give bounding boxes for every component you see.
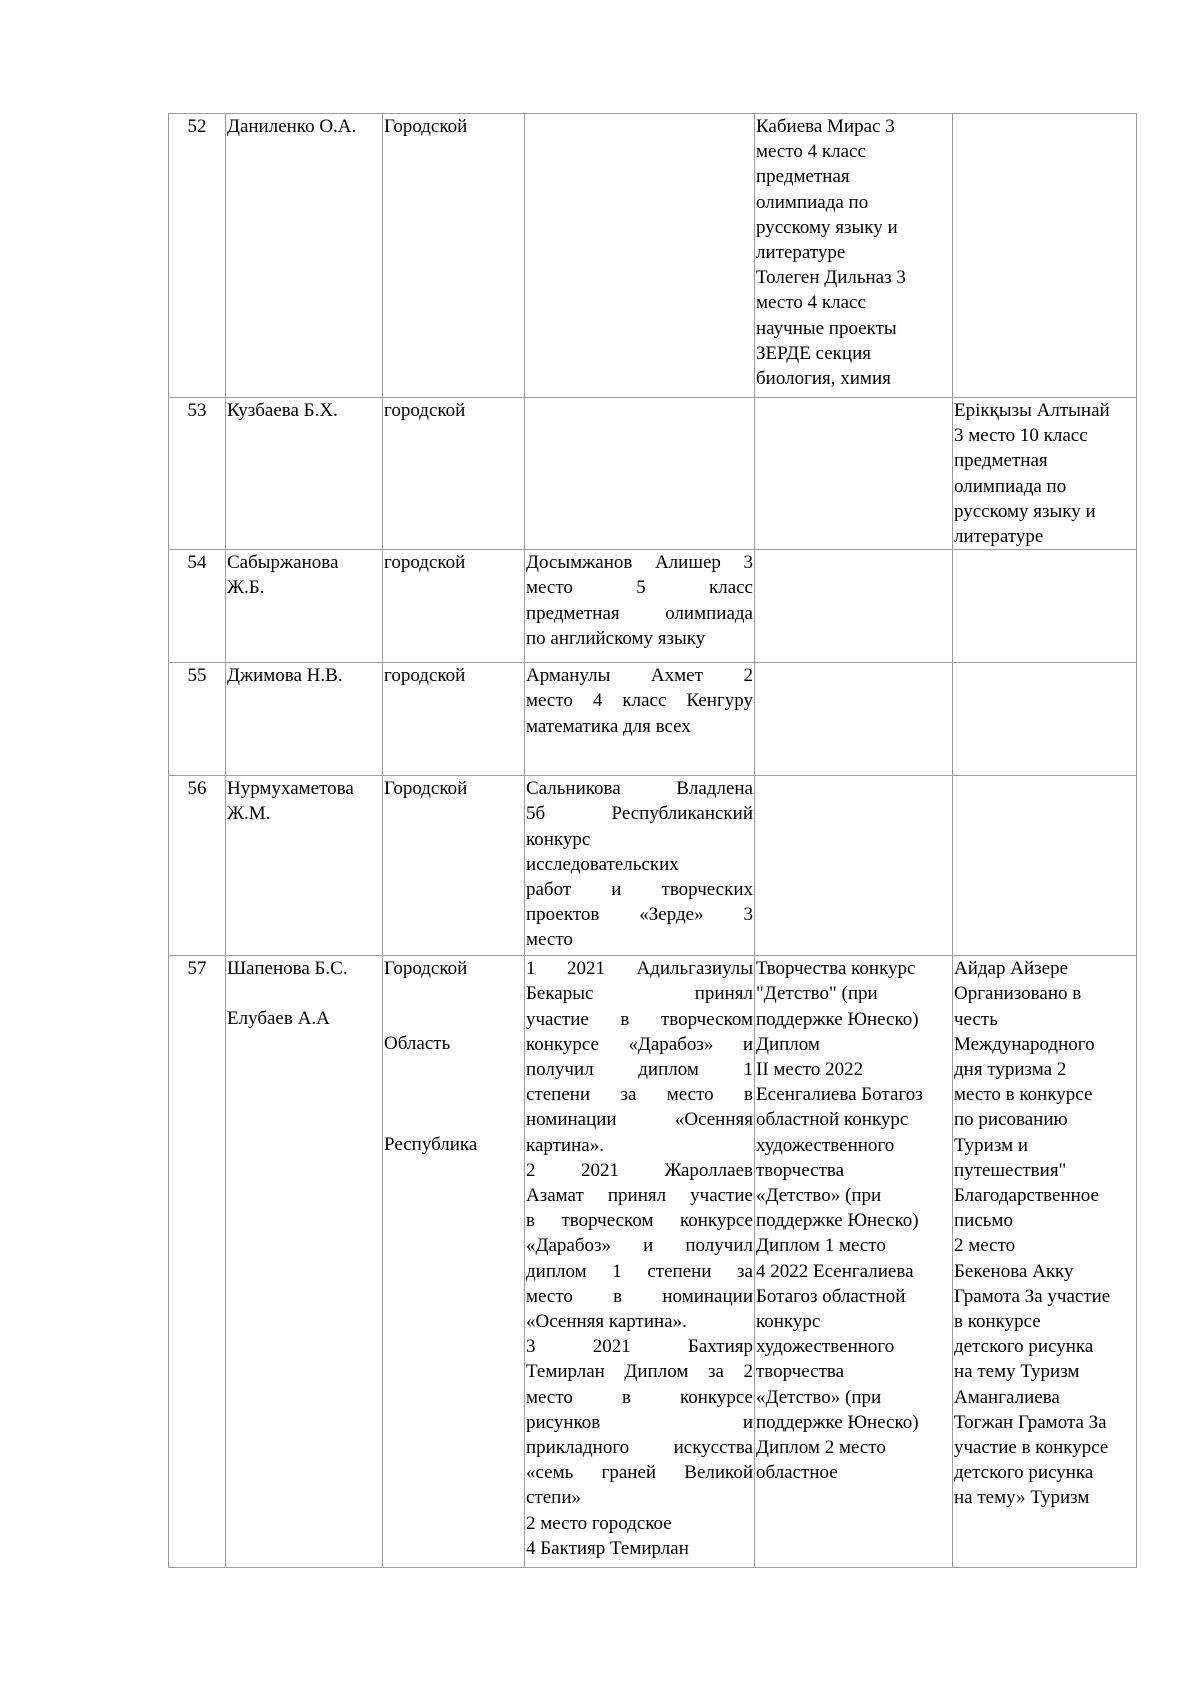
- cell-text-line: по рисованию: [954, 1109, 1068, 1131]
- cell-text-line: Организовано в: [954, 983, 1082, 1005]
- level-cell: [383, 776, 525, 956]
- cell-text-line: участие в творческом: [526, 1008, 753, 1030]
- row-number: 57: [187, 958, 207, 980]
- cell-text-line: Нурмухаметова: [227, 778, 354, 800]
- row-number-cell: [169, 114, 226, 398]
- city-results-cell: [525, 776, 755, 956]
- cell-text-line: [384, 1006, 523, 1031]
- row-number-cell: [169, 776, 226, 956]
- regional-results-cell: [755, 663, 953, 776]
- regional-results-cell: [755, 956, 953, 1568]
- cell-text-line: Есенгалиева Ботагоз: [756, 1084, 923, 1106]
- row-number-cell: [169, 398, 226, 550]
- cell-text-line: городской: [384, 400, 466, 421]
- cell-text-line: путешествия": [954, 1159, 1067, 1181]
- regional-results-cell: [755, 114, 953, 398]
- cell-text-line: место в конкурсе: [954, 1084, 1093, 1106]
- cell-text-line: художественного: [756, 1336, 895, 1358]
- cell-text-line: Благодарственное: [954, 1185, 1099, 1207]
- table-row: [169, 956, 1137, 1568]
- cell-text-line: конкурсе «Дарабоз» и: [526, 1033, 753, 1055]
- cell-text-line: «Осенняя картина».: [526, 1311, 687, 1333]
- cell-text-line: место в номинации: [526, 1285, 753, 1307]
- cell-text-line: 2 место городское: [526, 1512, 672, 1534]
- cell-text-line: в творческом конкурсе: [526, 1210, 753, 1232]
- cell-text-line: "Детство" (при: [756, 983, 878, 1005]
- cell-text-line: прикладного искусства: [526, 1437, 753, 1459]
- cell-text-line: областной конкурс: [756, 1109, 909, 1131]
- teacher-cell: [226, 550, 383, 663]
- cell-text-line: место 5 класс: [526, 577, 753, 599]
- cell-text-line: Кабиева Мирас 3: [756, 116, 895, 137]
- cell-text-line: 2 место: [954, 1235, 1016, 1257]
- cell-text-line: предметная: [954, 450, 1048, 472]
- row-number-cell: [169, 550, 226, 663]
- cell-text-line: Ж.Б.: [227, 577, 265, 599]
- cell-text-line: Даниленко О.А.: [227, 116, 357, 137]
- level-cell: [383, 550, 525, 663]
- row-number: 52: [187, 116, 207, 137]
- cell-text-line: место 4 класс Кенгуру: [526, 690, 753, 712]
- cell-text-line: 5б Республиканский: [526, 803, 753, 825]
- cell-text-line: место: [526, 929, 573, 951]
- cell-text-line: Кузбаева Б.Х.: [227, 400, 338, 421]
- other-results-cell: [953, 663, 1137, 776]
- city-results-cell: [525, 398, 755, 550]
- city-results-cell: [525, 550, 755, 663]
- cell-text-line: Городской: [384, 958, 468, 980]
- cell-text-line: место 4 класс: [756, 141, 866, 163]
- cell-text-line: степени за место в: [526, 1084, 753, 1106]
- cell-text-line: по английскому языку: [526, 627, 706, 649]
- cell-text-line: 3 место 10 класс: [954, 425, 1088, 447]
- cell-text-line: детского рисунка: [954, 1336, 1094, 1358]
- cell-text-line: Амангалиева: [954, 1386, 1060, 1408]
- cell-text-line: Тогжан Грамота За: [954, 1411, 1107, 1433]
- cell-text-line: 4 2022 Есенгалиева: [756, 1260, 914, 1282]
- cell-text-line: [227, 981, 381, 1006]
- cell-text-line: II место 2022: [756, 1059, 864, 1081]
- cell-text-line: проектов «Зерде» 3: [526, 904, 753, 926]
- cell-text-line: 4 Бактияр Темирлан: [526, 1537, 689, 1559]
- cell-text-line: Городской: [384, 778, 468, 800]
- cell-text-line: математика для всех: [526, 715, 691, 737]
- cell-text-line: Толеген Дильназ 3: [756, 267, 906, 289]
- teacher-cell: [226, 398, 383, 550]
- cell-text-line: участие в конкурсе: [954, 1437, 1109, 1459]
- cell-text-line: Туризм и: [954, 1134, 1029, 1156]
- level-cell: [383, 398, 525, 550]
- table-row: [169, 398, 1137, 550]
- cell-text-line: областное: [756, 1462, 838, 1484]
- cell-text-line: детского рисунка: [954, 1462, 1094, 1484]
- cell-text-line: в конкурсе: [954, 1311, 1041, 1333]
- cell-text-line: Ерікқызы Алтынай: [954, 400, 1110, 421]
- cell-text-line: «Детство» (при: [756, 1386, 882, 1408]
- cell-text-line: русскому языку и: [954, 500, 1096, 522]
- cell-text-line: Ботагоз областной: [756, 1285, 906, 1307]
- teacher-cell: [226, 663, 383, 776]
- cell-text-line: Джимова Н.В.: [227, 665, 343, 687]
- cell-text-line: «Детство» (при: [756, 1185, 882, 1207]
- cell-text-line: творчества: [756, 1159, 845, 1181]
- results-table-body: [169, 114, 1137, 1568]
- cell-text-line: научные проекты: [756, 317, 897, 339]
- cell-text-line: поддержке Юнеско): [756, 1008, 919, 1030]
- cell-text-line: место в конкурсе: [526, 1386, 753, 1408]
- cell-text-line: творчества: [756, 1361, 845, 1383]
- cell-text-line: честь: [954, 1008, 998, 1030]
- cell-text-line: городской: [384, 665, 466, 687]
- city-results-cell: [525, 956, 755, 1568]
- cell-text-line: Международного: [954, 1033, 1095, 1055]
- cell-text-line: литературе: [954, 526, 1044, 548]
- city-results-cell: [525, 663, 755, 776]
- cell-text-line: Диплом 2 место: [756, 1437, 886, 1459]
- cell-text-line: конкурс: [756, 1311, 821, 1333]
- cell-text-line: Досымжанов Алишер 3: [526, 552, 753, 574]
- cell-text-line: Ж.М.: [227, 803, 271, 825]
- cell-text-line: Республика: [384, 1133, 478, 1155]
- row-number-cell: [169, 956, 226, 1568]
- row-number: 56: [187, 778, 207, 800]
- cell-text-line: ЗЕРДЕ секция: [756, 342, 871, 364]
- level-cell: [383, 956, 525, 1568]
- level-cell: [383, 663, 525, 776]
- cell-text-line: художественного: [756, 1134, 895, 1156]
- results-table: [168, 113, 1137, 1568]
- cell-text-line: городской: [384, 552, 466, 574]
- cell-text-line: Творчества конкурс: [756, 958, 916, 980]
- cell-text-line: получил диплом 1: [526, 1059, 753, 1081]
- cell-text-line: письмо: [954, 1210, 1013, 1232]
- cell-text-line: предметная: [756, 166, 850, 188]
- cell-text-line: Диплом: [756, 1033, 820, 1055]
- cell-text-line: русскому языку и: [756, 216, 898, 238]
- cell-text-line: Шапенова Б.С.: [227, 958, 348, 980]
- teacher-cell: [226, 114, 383, 398]
- cell-text-line: Бекенова Акку: [954, 1260, 1074, 1282]
- cell-text-line: поддержке Юнеско): [756, 1210, 919, 1232]
- cell-text-line: исследовательских: [526, 853, 679, 875]
- row-number: 55: [187, 665, 207, 687]
- other-results-cell: [953, 956, 1137, 1568]
- cell-text-line: степи»: [526, 1487, 582, 1509]
- cell-text-line: на тему» Туризм: [954, 1487, 1090, 1509]
- regional-results-cell: [755, 550, 953, 663]
- cell-text-line: Диплом 1 место: [756, 1235, 886, 1257]
- cell-text-line: [384, 981, 523, 1006]
- cell-text-line: Грамота За участие: [954, 1285, 1111, 1307]
- table-row: [169, 550, 1137, 663]
- other-results-cell: [953, 114, 1137, 398]
- regional-results-cell: [755, 398, 953, 550]
- cell-text-line: место 4 класс: [756, 292, 866, 314]
- cell-text-line: Азамат принял участие: [526, 1185, 753, 1207]
- teacher-cell: [226, 776, 383, 956]
- city-results-cell: [525, 114, 755, 398]
- cell-text-line: литературе: [756, 242, 846, 264]
- row-number: 53: [187, 400, 207, 421]
- cell-text-line: Елубаев А.А: [227, 1008, 330, 1030]
- cell-text-line: на тему Туризм: [954, 1361, 1080, 1383]
- cell-text-line: 1 2021 Адильгазиулы: [526, 958, 753, 980]
- table-row: [169, 776, 1137, 956]
- cell-text-line: рисунков и: [526, 1411, 753, 1433]
- cell-text-line: [384, 1082, 523, 1107]
- cell-text-line: Сабыржанова: [227, 552, 339, 574]
- cell-text-line: биология, химия: [756, 368, 891, 390]
- teacher-cell: [226, 956, 383, 1568]
- cell-text-line: дня туризма 2: [954, 1059, 1067, 1081]
- cell-text-line: Область: [384, 1033, 451, 1055]
- cell-text-line: «семь граней Великой: [526, 1462, 753, 1484]
- other-results-cell: [953, 398, 1137, 550]
- cell-text-line: диплом 1 степени за: [526, 1260, 753, 1282]
- row-number-cell: [169, 663, 226, 776]
- cell-text-line: конкурс: [526, 828, 591, 850]
- cell-text-line: номинации «Осенняя: [526, 1109, 753, 1131]
- cell-text-line: [384, 1057, 523, 1082]
- cell-text-line: 3 2021 Бахтияр: [526, 1336, 753, 1358]
- cell-text-line: Арманулы Ахмет 2: [526, 665, 753, 687]
- cell-text-line: Бекарыс принял: [526, 983, 753, 1005]
- cell-text-line: Сальникова Владлена: [526, 778, 753, 800]
- regional-results-cell: [755, 776, 953, 956]
- cell-text-line: Айдар Айзере: [954, 958, 1068, 980]
- cell-text-line: Городской: [384, 116, 468, 137]
- cell-text-line: Темирлан Диплом за 2: [526, 1361, 753, 1383]
- other-results-cell: [953, 776, 1137, 956]
- cell-text-line: 2 2021 Жароллаев: [526, 1159, 753, 1181]
- cell-text-line: [384, 1107, 523, 1132]
- cell-text-line: работ и творческих: [526, 879, 753, 901]
- cell-text-line: «Дарабоз» и получил: [526, 1235, 753, 1257]
- row-number: 54: [187, 552, 207, 574]
- other-results-cell: [953, 550, 1137, 663]
- table-row: [169, 114, 1137, 398]
- cell-text-line: олимпиада по: [756, 191, 869, 213]
- cell-text-line: предметная олимпиада: [526, 602, 753, 624]
- cell-text-line: олимпиада по: [954, 475, 1067, 497]
- cell-text-line: картина».: [526, 1134, 604, 1156]
- table-row: [169, 663, 1137, 776]
- level-cell: [383, 114, 525, 398]
- cell-text-line: поддержке Юнеско): [756, 1411, 919, 1433]
